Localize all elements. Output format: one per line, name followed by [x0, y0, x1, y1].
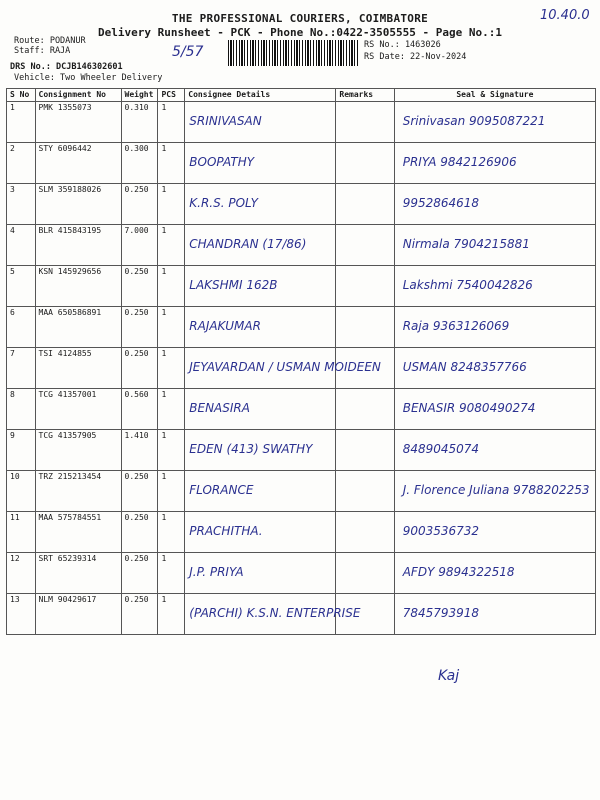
table-row: [7, 512, 596, 553]
header-consignment: Consignment No: [35, 89, 121, 102]
cell-remarks: [336, 389, 394, 430]
cell-remarks: [336, 266, 394, 307]
cell-consignee: [185, 307, 336, 348]
cell-weight: 0.250: [121, 184, 158, 225]
cell-remarks: [336, 430, 394, 471]
header-sno: S No: [7, 89, 36, 102]
cell-consignment: TRZ 215213454: [35, 471, 121, 512]
cell-sno: 3: [7, 184, 36, 225]
cell-seal: [394, 430, 595, 471]
cell-pcs: 1: [158, 184, 185, 225]
cell-pcs: 1: [158, 348, 185, 389]
cell-remarks: [336, 512, 394, 553]
handwritten-signature: 7845793918: [402, 606, 480, 620]
handwritten-signature: USMAN 8248357766: [402, 360, 527, 374]
company-title: THE PROFESSIONAL COURIERS, COIMBATORE: [171, 12, 429, 25]
table-header-row: [7, 89, 596, 102]
cell-remarks: [336, 225, 394, 266]
header-weight: Weight: [121, 89, 158, 102]
cell-sno: 8: [7, 389, 36, 430]
cell-consignment: SLM 359188026: [35, 184, 121, 225]
cell-consignment: MAA 575784551: [35, 512, 121, 553]
cell-sno: 12: [7, 553, 36, 594]
cell-consignment: MAA 650586891: [35, 307, 121, 348]
table-row: [7, 594, 596, 635]
cell-consignment: STY 6096442: [35, 143, 121, 184]
cell-sno: 9: [7, 430, 36, 471]
cell-consignee: [185, 266, 336, 307]
table-row: [7, 430, 596, 471]
cell-consignment: TSI 4124855: [35, 348, 121, 389]
handwritten-consignee: JEYAVARDAN / USMAN MOIDEEN: [189, 360, 381, 374]
cell-pcs: 1: [158, 389, 185, 430]
cell-seal: [394, 266, 595, 307]
cell-weight: 0.310: [121, 102, 158, 143]
cell-weight: 0.300: [121, 143, 158, 184]
cell-sno: 4: [7, 225, 36, 266]
cell-consignee: [185, 184, 336, 225]
handwritten-consignee: RAJAKUMAR: [189, 319, 261, 333]
cell-seal: [394, 348, 595, 389]
header-seal: Seal & Signature: [394, 89, 595, 102]
cell-pcs: 1: [158, 471, 185, 512]
cell-remarks: [336, 184, 394, 225]
handwritten-signature: 9003536732: [402, 524, 480, 538]
cell-seal: [394, 184, 595, 225]
handwritten-time: 10.40.0: [540, 8, 590, 23]
cell-weight: 0.250: [121, 512, 158, 553]
cell-seal: [394, 471, 595, 512]
header-pcs: PCS: [158, 89, 185, 102]
cell-pcs: 1: [158, 512, 185, 553]
handwritten-consignee: SRINIVASAN: [189, 114, 262, 128]
cell-consignee: [185, 594, 361, 635]
cell-consignee: [185, 553, 336, 594]
cell-consignment: PMK 1355073: [35, 102, 121, 143]
cell-consignment: SRT 65239314: [35, 553, 121, 594]
cell-seal: [394, 512, 595, 553]
cell-consignee: [185, 348, 381, 389]
cell-weight: 0.250: [121, 307, 158, 348]
table-row: [7, 143, 596, 184]
staff-label: Staff: RAJA: [14, 46, 71, 56]
handwritten-consignee: J.P. PRIYA: [189, 565, 244, 579]
barcode: [228, 40, 358, 66]
cell-sno: 2: [7, 143, 36, 184]
cell-sno: 6: [7, 307, 36, 348]
handwritten-signature: AFDY 9894322518: [402, 565, 515, 579]
table-row: [7, 225, 596, 266]
vehicle-label: Vehicle: Two Wheeler Delivery: [14, 73, 163, 83]
cell-consignee: [185, 471, 336, 512]
handwritten-consignee: (PARCHI) K.S.N. ENTERPRISE: [189, 606, 361, 620]
handwritten-consignee: K.R.S. POLY: [189, 196, 258, 210]
cell-seal: [394, 594, 595, 635]
cell-sno: 1: [7, 102, 36, 143]
cell-sno: 7: [7, 348, 36, 389]
cell-consignment: NLM 90429617: [35, 594, 121, 635]
cell-pcs: 1: [158, 266, 185, 307]
cell-remarks: [336, 553, 394, 594]
cell-consignee: [185, 102, 336, 143]
cell-weight: 0.560: [121, 389, 158, 430]
cell-consignee: [185, 389, 336, 430]
cell-seal: [394, 143, 595, 184]
cell-pcs: 1: [158, 102, 185, 143]
table-row: [7, 553, 596, 594]
cell-consignment: TCG 41357001: [35, 389, 121, 430]
handwritten-signature: Lakshmi 7540042826: [402, 278, 533, 292]
drs-number: DRS No.: DCJB146302601: [10, 62, 123, 72]
table-row: [7, 266, 596, 307]
cell-weight: 0.250: [121, 266, 158, 307]
cell-pcs: 1: [158, 594, 185, 635]
cell-consignment: BLR 415843195: [35, 225, 121, 266]
cell-consignee: [185, 143, 336, 184]
cell-weight: 7.000: [121, 225, 158, 266]
cell-weight: 0.250: [121, 471, 158, 512]
handwritten-count: 5/57: [172, 44, 204, 60]
table-row: [7, 307, 596, 348]
cell-weight: 1.410: [121, 430, 158, 471]
header-consignee: Consignee Details: [185, 89, 336, 102]
footer-signature: Kaj: [438, 668, 460, 684]
cell-sno: 5: [7, 266, 36, 307]
cell-pcs: 1: [158, 143, 185, 184]
route-label: Route: PODANUR: [14, 36, 86, 46]
cell-weight: 0.250: [121, 348, 158, 389]
handwritten-consignee: FLORANCE: [189, 483, 254, 497]
table-row: [7, 184, 596, 225]
cell-remarks: [336, 471, 394, 512]
cell-remarks: [336, 102, 394, 143]
cell-sno: 10: [7, 471, 36, 512]
handwritten-consignee: CHANDRAN (17/86): [189, 237, 307, 251]
handwritten-consignee: EDEN (413) SWATHY: [189, 442, 313, 456]
cell-seal: [394, 553, 595, 594]
cell-consignee: [185, 512, 336, 553]
table-row: [7, 389, 596, 430]
handwritten-signature: 9952864618: [402, 196, 480, 210]
cell-pcs: 1: [158, 307, 185, 348]
handwritten-signature: Raja 9363126069: [402, 319, 510, 333]
handwritten-consignee: PRACHITHA.: [189, 524, 263, 538]
cell-seal: [394, 102, 595, 143]
header-remarks: Remarks: [336, 89, 394, 102]
cell-consignee: [185, 225, 336, 266]
cell-pcs: 1: [158, 553, 185, 594]
handwritten-signature: 8489045074: [402, 442, 480, 456]
rs-date: RS Date: 22-Nov-2024: [364, 52, 467, 62]
runsheet-title: Delivery Runsheet - PCK - Phone No.:0422-3505555 - Page No.:1: [98, 26, 502, 39]
handwritten-signature: Nirmala 7904215881: [402, 237, 530, 251]
handwritten-consignee: BENASIRA: [189, 401, 250, 415]
cell-remarks: [336, 307, 394, 348]
handwritten-signature: PRIYA 9842126906: [402, 155, 517, 169]
cell-seal: [394, 389, 595, 430]
cell-pcs: 1: [158, 225, 185, 266]
table-row: [7, 471, 596, 512]
cell-sno: 11: [7, 512, 36, 553]
cell-consignee: [185, 430, 336, 471]
handwritten-consignee: LAKSHMI 162B: [189, 278, 278, 292]
cell-sno: 13: [7, 594, 36, 635]
handwritten-signature: Srinivasan 9095087221: [402, 114, 546, 128]
handwritten-signature: BENASIR 9080490274: [402, 401, 536, 415]
cell-weight: 0.250: [121, 553, 158, 594]
table-row: [7, 102, 596, 143]
cell-consignment: KSN 145929656: [35, 266, 121, 307]
cell-consignment: TCG 41357905: [35, 430, 121, 471]
table-row: [7, 348, 596, 389]
handwritten-signature: J. Florence Juliana 9788202253: [402, 483, 590, 497]
cell-seal: [394, 307, 595, 348]
runsheet-table: [6, 88, 596, 635]
cell-pcs: 1: [158, 430, 185, 471]
cell-remarks: [336, 143, 394, 184]
cell-seal: [394, 225, 595, 266]
handwritten-consignee: BOOPATHY: [189, 155, 255, 169]
rs-number: RS No.: 1463026: [364, 40, 441, 50]
cell-weight: 0.250: [121, 594, 158, 635]
